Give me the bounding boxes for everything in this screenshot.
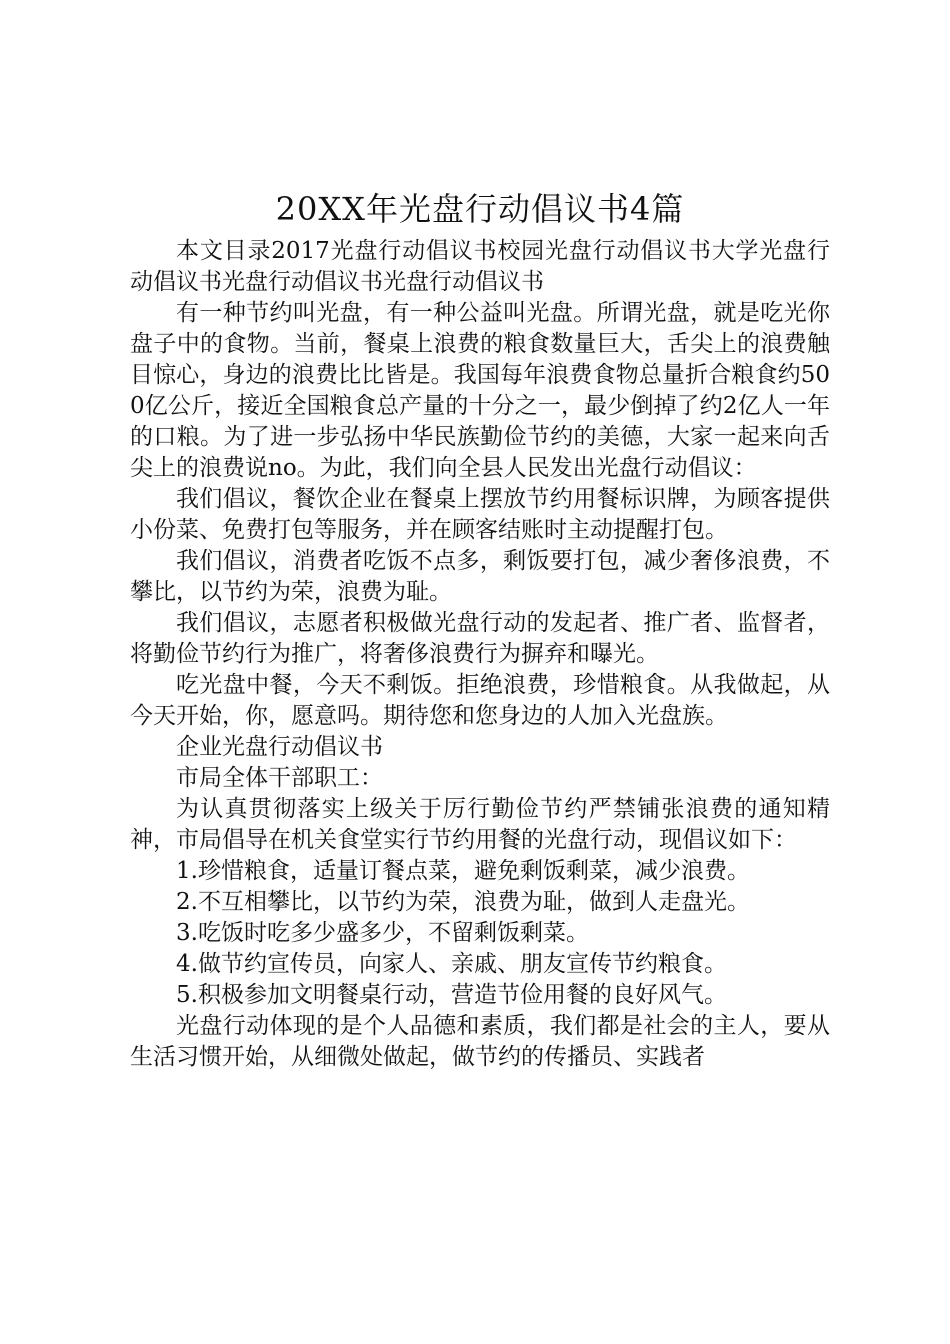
paragraph-proposal-restaurants: 我们倡议，餐饮企业在餐桌上摆放节约用餐标识牌，为顾客提供小份菜、免费打包等服务，并在顾客结账时主动提醒打包。 (130, 486, 830, 543)
list-item: 5.积极参加文明餐桌行动，营造节俭用餐的良好风气。 (176, 982, 727, 1008)
paragraph-salutation: 市局全体干部职工： (176, 765, 383, 791)
document-title: 20XX年光盘行动倡议书4篇 (275, 190, 685, 228)
paragraph-notice: 为认真贯彻落实上级关于厉行勤俭节约严禁铺张浪费的通知精神，市局倡导在机关食堂实行节约用餐的光盘行动，现倡议如下： (130, 796, 830, 853)
paragraph-table-of-contents: 本文目录2017光盘行动倡议书校园光盘行动倡议书大学光盘行动倡议书光盘行动倡议书光盘行动倡议书 (130, 238, 830, 295)
list-item: 4.做节约宣传员，向家人、亲戚、朋友宣传节约粮食。 (176, 951, 727, 977)
paragraph-proposal-volunteers: 我们倡议，志愿者积极做光盘行动的发起者、推广者、监督者，将勤俭节约行为推广，将奢侈浪费行为摒弃和曝光。 (130, 610, 830, 667)
list-item: 2.不互相攀比，以节约为荣，浪费为耻，做到人走盘光。 (176, 889, 750, 915)
paragraph-closing-call: 吃光盘中餐，今天不剩饭。拒绝浪费，珍惜粮食。从我做起，从今天开始，你，愿意吗。期待您和您身边的人加入光盘族。 (130, 672, 830, 729)
paragraph-section-heading: 企业光盘行动倡议书 (176, 734, 383, 760)
list-item: 3.吃饭时吃多少盛多少，不留剩饭剩菜。 (176, 920, 589, 946)
paragraph-conclusion: 光盘行动体现的是个人品德和素质，我们都是社会的主人，要从生活习惯开始，从细微处做起，做节约的传播员、实践者 (130, 1013, 830, 1070)
list-item: 1.珍惜粮食，适量订餐点菜，避免剩饭剩菜，减少浪费。 (176, 858, 750, 884)
document-page (130, 186, 830, 1073)
paragraph-proposal-consumers: 我们倡议，消费者吃饭不点多，剩饭要打包，减少奢侈浪费，不攀比，以节约为荣，浪费为耻。 (130, 548, 830, 605)
paragraph-intro: 有一种节约叫光盘，有一种公益叫光盘。所谓光盘，就是吃光你盘子中的食物。当前，餐桌上浪费的粮食数量巨大，舌尖上的浪费触目惊心，身边的浪费比比皆是。我国每年浪费食物总量折合粮食约500亿公斤，接近全国粮食总产量的十分之一，最少倒掉了约2亿人一年的口粮。为了进一步弘扬中华民族勤俭节约的美德，大家一起来向舌尖上的浪费说no。为此，我们向全县人民发出光盘行动倡议： (130, 300, 830, 481)
